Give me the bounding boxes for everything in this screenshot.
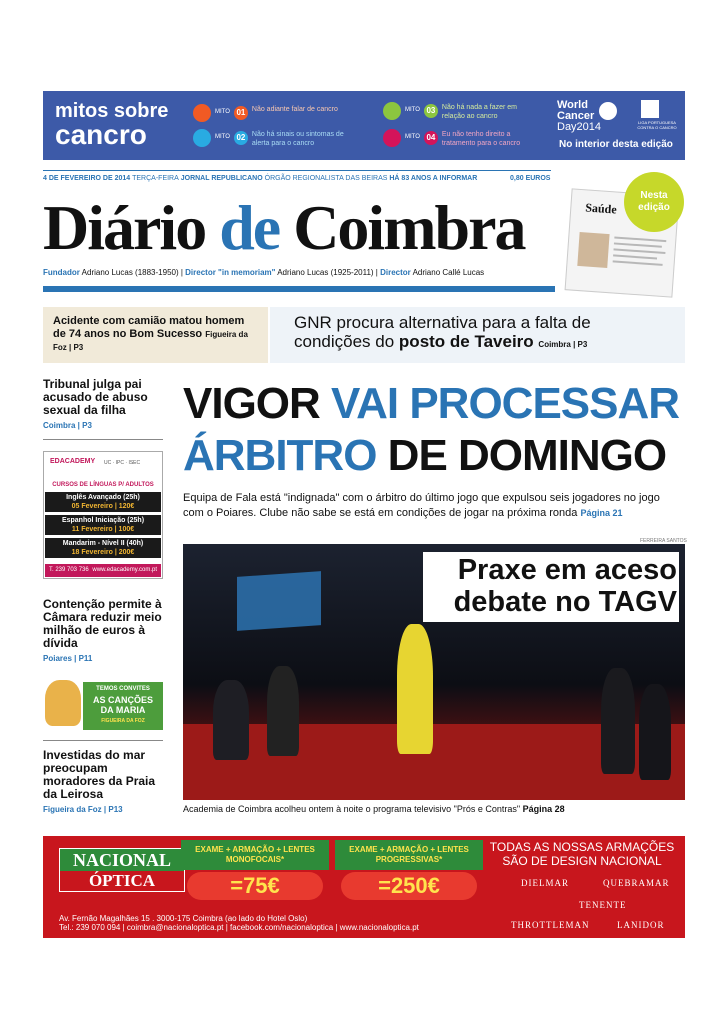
caption-page: Página 28 (522, 804, 565, 814)
headline-part-b: VAI PROCESSAR (331, 379, 680, 428)
price: 0,80 EUROS (510, 175, 551, 182)
globe-icon (599, 102, 617, 120)
course-name: Inglês Avançado (25h) (66, 494, 140, 501)
photo-caption (183, 804, 685, 814)
headline-part-a: VIGOR (183, 379, 332, 428)
logo-line2: ÓPTICA (88, 871, 156, 890)
credit-value: Adriano Lucas (1883-1950) (81, 268, 179, 277)
ad-right-line2: SÃO DE DESIGN NACIONAL (502, 854, 662, 868)
banner-title-line2: cancro (55, 119, 147, 150)
myth-03 (383, 102, 538, 121)
myth-number: 04 (424, 131, 438, 145)
dateline (43, 175, 477, 182)
story-title: Tribunal julga pai acusado de abuso sexual da filha (43, 377, 148, 417)
presenter (397, 624, 433, 754)
myth-text: Não adiante falar de cancro (251, 106, 338, 113)
course-item (45, 492, 161, 512)
teaser-accident[interactable] (43, 307, 268, 363)
edacademy-contact (45, 564, 161, 577)
headline-part-c: ÁRBITRO (183, 431, 377, 480)
text-line (613, 254, 657, 259)
text-line (614, 236, 666, 242)
teaser-text: Acidente com camião matou homem de 74 anos no Bom Sucesso (53, 315, 245, 340)
brand-logo: LANIDOR (617, 920, 665, 930)
wcd-line1: World (557, 99, 588, 111)
story-section: Figueira da Foz | P13 (43, 805, 123, 814)
offer-progressive (335, 840, 483, 906)
offer-text: EXAME + ARMAÇÃO + LENTES MONOFOCAIS* (181, 840, 329, 870)
masthead-rule (43, 286, 555, 292)
address-line: Av. Fernão Magalhães 15 . 3000-175 Coimbra (ao lado do Hotel Oslo) (59, 914, 308, 923)
sun-icon (193, 129, 211, 147)
credit-key: Fundador (43, 268, 80, 277)
supplement-photo (577, 232, 609, 268)
text-line (613, 248, 665, 254)
phone: T. 239 703 736 (49, 567, 89, 573)
course-dates: 11 Fevereiro | 100€ (71, 526, 135, 533)
credit-value: Adriano Lucas (1925-2011) (277, 268, 374, 277)
main-headline[interactable] (183, 378, 683, 482)
ad-address (59, 914, 419, 932)
text-line (614, 242, 662, 247)
masthead-part3: Coimbra (279, 192, 525, 263)
nesta-edicao-badge (624, 172, 684, 232)
myth-number: 03 (424, 104, 438, 118)
myth-02 (193, 129, 348, 148)
panelist (601, 668, 635, 774)
panelist (267, 666, 299, 756)
offer-monofocal (181, 840, 329, 906)
brand-logo: QUEBRAMAR (603, 878, 670, 888)
teaser-bold: posto de Taveiro (398, 332, 534, 351)
brand-logo: TENENTE (579, 900, 627, 910)
ad-line1: TEMOS CONVITES (96, 686, 150, 692)
character-illustration (45, 680, 81, 726)
pineapple-icon (383, 102, 401, 120)
main-subhead (183, 491, 683, 521)
banner-title (55, 99, 185, 150)
edacademy-logo: EDACADEMY (50, 458, 96, 465)
partner-logos: UC · IPC · ISEC (104, 460, 141, 466)
heart-icon (193, 104, 211, 122)
myth-01 (193, 104, 348, 122)
edacademy-ad[interactable] (43, 451, 163, 579)
paper-years: HÁ 83 ANOS A INFORMAR (389, 175, 478, 182)
nacional-optica-ad[interactable] (43, 836, 685, 938)
banner-title-line1: mitos sobre (55, 100, 169, 122)
contacts-line: Tel.: 239 070 094 | coimbra@nacionaloptica.pt | facebook.com/nacionaloptica | www.nacionaloptica.pt (59, 923, 419, 932)
debate-photo[interactable] (183, 544, 685, 800)
photo-credit: FERREIRA SANTOS (640, 538, 687, 544)
logo-line1: NACIONAL (60, 849, 184, 871)
date: 4 DE FEVEREIRO DE 2014 (43, 175, 131, 182)
brand-logo: DIELMAR (521, 878, 569, 888)
studio-screen (237, 571, 321, 631)
credit-value: Adriano Callé Lucas (412, 268, 485, 277)
offer-text: EXAME + ARMAÇÃO + LENTES PROGRESSIVAS* (335, 840, 483, 870)
caption-text: Academia de Coimbra acolheu ontem à noite o programa televisivo "Prós e Contras" (183, 804, 521, 814)
course-item (45, 538, 161, 558)
interior-note: No interior desta edição (559, 139, 673, 150)
text-line (613, 260, 663, 265)
credit-key: Director "in memoriam" (185, 268, 276, 277)
paper-org: ÓRGÃO REGIONALISTA DAS BEIRAS (264, 175, 388, 182)
myth-label: MITO (215, 134, 230, 140)
subhead-text: Equipa de Fala está "indignada" com o árbitro do último jogo que expulsou seis jogadores no jogo com o Poiares. Clube não sabe se está em condições de jogar na próxima ronda (183, 492, 660, 519)
course-item (45, 515, 161, 535)
courses-heading: CURSOS DE LÍNGUAS P/ ADULTOS (52, 482, 154, 488)
gem-icon (383, 129, 401, 147)
story-section: Poiares | P11 (43, 654, 93, 663)
masthead-part1: Diário (43, 192, 220, 263)
course-name: Espanhol Iniciação (25h) (61, 517, 145, 524)
lpcc-label: LIGA PORTUGUESA CONTRA O CANCRO (637, 120, 677, 130)
headline-part-d: DE DOMINGO (376, 431, 667, 480)
myth-04 (383, 129, 538, 148)
credit-key: Director (380, 268, 411, 277)
wcd-line3: Day2014 (557, 121, 602, 133)
nacional-optica-logo (59, 848, 185, 892)
weekday: TERÇA-FEIRA (132, 175, 179, 182)
brand-logo: THROTTLEMAN (511, 920, 590, 930)
story-title: Investidas do mar preocupam moradores da Praia da Leirosa (43, 748, 156, 801)
saude-title: Saúde (584, 200, 618, 217)
design-nacional-text (483, 840, 681, 868)
paper-type: JORNAL REPUBLICANO (180, 175, 263, 182)
badge-line2: edição (638, 202, 670, 213)
course-dates: 05 Fevereiro | 120€ (71, 503, 135, 510)
course-name: Mandarim - Nível II (40h) (62, 540, 144, 547)
photo-title-line1: Praxe em aceso (457, 554, 677, 586)
myth-text: Não há sinais ou sintomas de alerta para o cancro (251, 131, 344, 147)
masthead (43, 188, 525, 268)
teaser-section: Figueira da Foz | P3 (53, 330, 248, 352)
cancer-myths-banner (43, 91, 685, 160)
subhead-page: Página 21 (580, 508, 623, 518)
ad-line3: FIGUEIRA DA FOZ (101, 718, 145, 724)
masthead-part2: de (219, 192, 280, 263)
panelist (639, 684, 671, 780)
story-leirosa[interactable] (43, 749, 163, 816)
myth-text: Eu não tenho direito a tratamento para o cancro (441, 131, 521, 147)
story-tribunal[interactable] (43, 378, 163, 432)
myth-label: MITO (405, 134, 420, 140)
myth-number: 01 (234, 106, 248, 120)
teaser-text: GNR procura alternativa para a falta de condições do (294, 313, 591, 351)
offer-price: =250€ (341, 872, 477, 900)
offer-price: =75€ (187, 872, 323, 900)
myth-label: MITO (405, 107, 420, 113)
ad-line2: AS CANÇÕES DA MARIA (92, 695, 153, 715)
teaser-section: Coimbra | P3 (538, 340, 588, 349)
myth-label: MITO (215, 109, 230, 115)
ad-right-line1: TODAS AS NOSSAS ARMAÇÕES (489, 840, 675, 854)
lpcc-logo-icon (641, 100, 659, 118)
photo-title-line2: debate no TAGV (453, 586, 677, 618)
story-contencao[interactable] (43, 598, 163, 665)
story-section: Coimbra | P3 (43, 421, 92, 430)
cancoes-da-maria-ad[interactable] (43, 678, 163, 734)
panelist (213, 680, 249, 760)
course-dates: 18 Fevereiro | 200€ (71, 549, 135, 556)
myth-number: 02 (234, 131, 248, 145)
credits-line: Fundador Adriano Lucas (1883-1950) | Director "in memoriam" Adriano Lucas (1925-2011) | Director Adriano Callé Lucas (43, 268, 485, 277)
wcd-line2: Cancer (557, 110, 595, 122)
myth-text: Não há nada a fazer em relação ao cancro (441, 104, 517, 120)
photo-title (423, 554, 677, 618)
website: www.edacademy.com.pt (92, 567, 157, 573)
teaser-gnr[interactable] (270, 307, 685, 363)
divider (43, 439, 163, 440)
story-title: Contenção permite à Câmara reduzir meio milhão de euros à dívida (43, 597, 162, 650)
badge-line1: Nesta (640, 190, 668, 201)
divider (43, 740, 163, 741)
top-rule (43, 170, 551, 171)
